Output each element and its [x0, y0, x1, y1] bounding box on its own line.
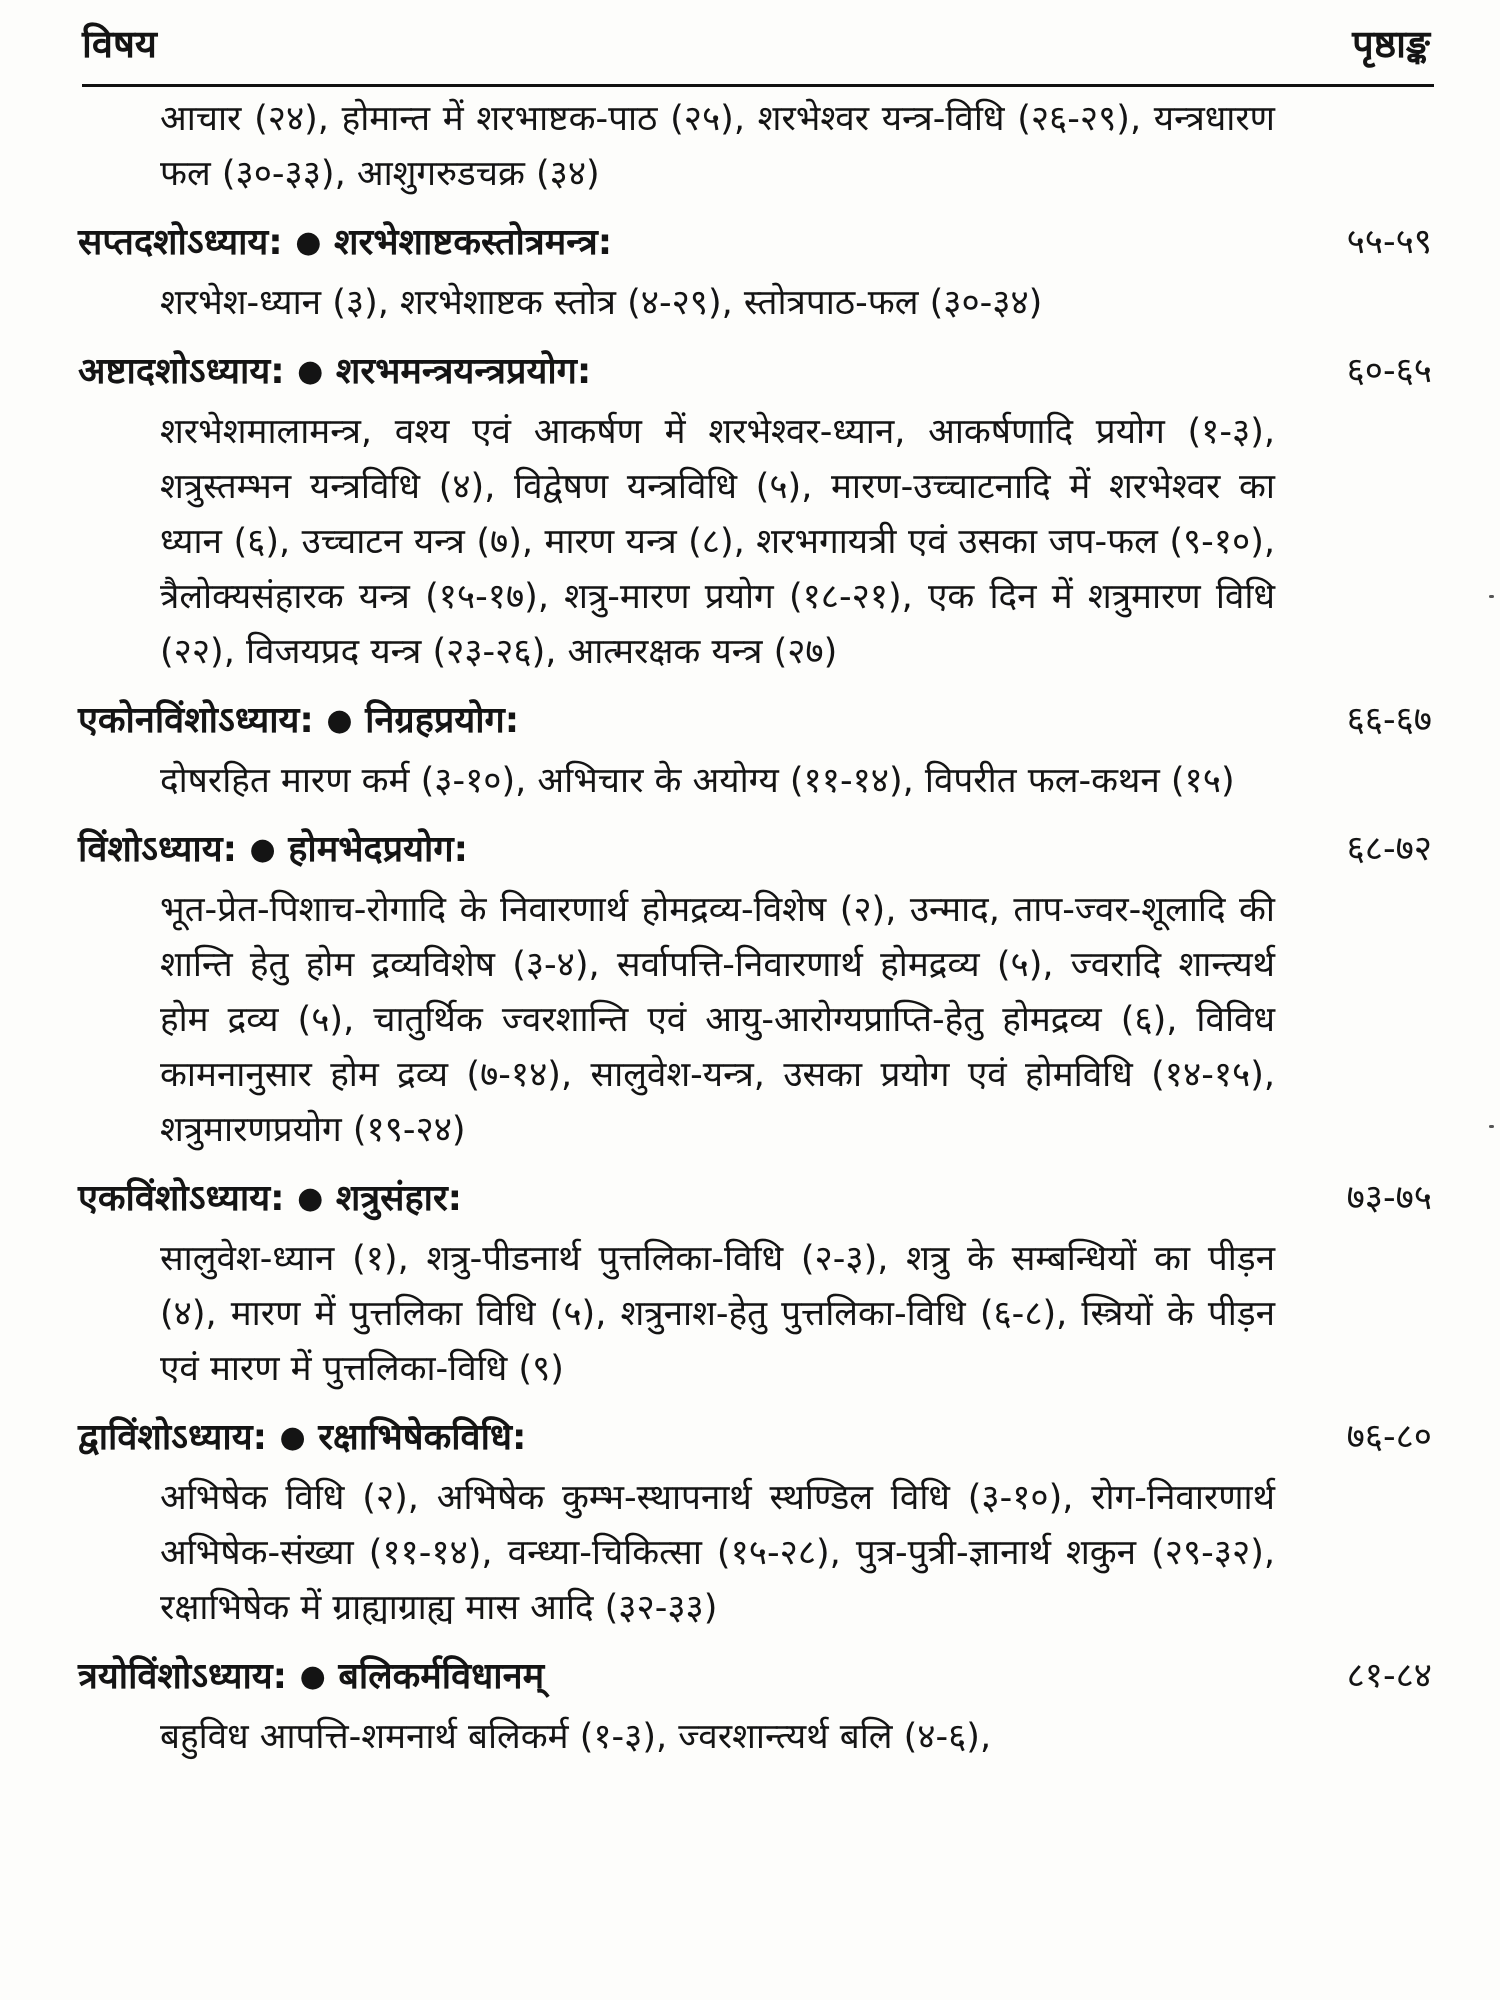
bullet-icon: ● [279, 1420, 306, 1455]
toc-entry-17 [0, 214, 1500, 331]
toc-entry-21 [0, 1170, 1500, 1397]
contents-list [0, 92, 1500, 1765]
chapter-description: शरभेश-ध्यान (३), शरभेशाष्टक स्तोत्र (४-२९), स्तोत्रपाठ-फल (३०-३४) [160, 283, 1043, 323]
bullet-icon: ● [299, 1659, 326, 1694]
chapter-heading [78, 698, 519, 745]
chapter-heading [78, 1415, 526, 1462]
chapter-topic: शत्रुसंहार: [335, 1178, 463, 1219]
chapter-topic: शरभमन्त्रयन्त्रप्रयोग: [335, 351, 592, 392]
chapter-name: एकविंशोऽध्याय: [78, 1178, 285, 1219]
chapter-name: सप्तदशोऽध्याय: [78, 222, 283, 263]
chapter-heading [78, 1176, 462, 1223]
bullet-icon: ● [297, 354, 324, 389]
header-rule [82, 84, 1434, 87]
toc-entry-18 [0, 343, 1500, 680]
chapter-description: बहुविध आपत्ति-शमनार्थ बलिकर्म (१-३), ज्वरशान्त्यर्थ बलि (४-६), [160, 1717, 992, 1757]
chapter-topic: होमभेदप्रयोग: [288, 829, 469, 870]
chapter-heading [78, 827, 468, 874]
chapter-description: शरभेशमालामन्त्र, वश्य एवं आकर्षण में शरभेश्वर-ध्यान, आकर्षणादि प्रयोग (१-३), शत्रुस्तम्भन यन्त्रविधि (४), विद्वेषण यन्त्रविधि (५), मारण-उच्चाटनादि में शरभेश्वर का ध्यान (६), उच्चाटन यन्त्र (७), मारण यन्त्र (८), शरभगायत्री एवं उसका जप-फल (९-१०), त्रैलोक्यसंहारक यन्त्र (१५-१७), शत्रु-मारण प्रयोग (१८-२१), एक दिन में शत्रुमारण विधि (२२), विजयप्रद यन्त्र (२३-२६), आत्मरक्षक यन्त्र (२७) [160, 412, 1275, 672]
chapter-heading [78, 349, 591, 396]
page-range: ६०-६५ [1346, 351, 1432, 391]
chapter-description: अभिषेक विधि (२), अभिषेक कुम्भ-स्थापनार्थ स्थण्डिल विधि (३-१०), रोग-निवारणार्थ अभिषेक-संख्या (११-१४), वन्ध्या-चिकित्सा (१५-२८), पुत्र-पुत्री-ज्ञानार्थ शकुन (२९-३२), रक्षाभिषेक में ग्राह्याग्राह्य मास आदि (३२-३३) [160, 1478, 1275, 1628]
chapter-name: अष्टादशोऽध्याय: [78, 351, 285, 392]
subject-heading: विषय [82, 22, 157, 66]
toc-entry-22 [0, 1409, 1500, 1636]
chapter-description: भूत-प्रेत-पिशाच-रोगादि के निवारणार्थ होमद्रव्य-विशेष (२), उन्माद, ताप-ज्वर-शूलादि की शान्ति हेतु होम द्रव्यविशेष (३-४), सर्वापत्ति-निवारणार्थ होमद्रव्य (५), ज्वरादि शान्त्यर्थ होम द्रव्य (५), चातुर्थिक ज्वरशान्ति एवं आयु-आरोग्यप्राप्ति-हेतु होमद्रव्य (६), विविध कामनानुसार होम द्रव्य (७-१४), सालुवेश-यन्त्र, उसका प्रयोग एवं होमविधि (१४-१५), शत्रुमारणप्रयोग (१९-२४) [160, 890, 1275, 1150]
chapter-heading [78, 1654, 544, 1701]
chapter-topic: निग्रहप्रयोग: [365, 700, 520, 741]
chapter-name: एकोनविंशोऽध्याय: [78, 700, 314, 741]
continued-description: आचार (२४), होमान्त में शरभाष्टक-पाठ (२५), शरभेश्वर यन्त्र-विधि (२६-२९), यन्त्रधारण फल (३०-३३), आशुगरुडचक्र (३४) [160, 99, 1275, 194]
bullet-icon: ● [295, 225, 322, 260]
chapter-heading [78, 220, 612, 267]
bullet-icon: ● [326, 703, 353, 738]
page-range: ७३-७५ [1346, 1178, 1432, 1218]
chapter-description: सालुवेश-ध्यान (१), शत्रु-पीडनार्थ पुत्तलिका-विधि (२-३), शत्रु के सम्बन्धियों का पीड़न (४), मारण में पुत्तलिका विधि (५), शत्रुनाश-हेतु पुत्तलिका-विधि (६-८), स्त्रियों के पीड़न एवं मारण में पुत्तलिका-विधि (९) [160, 1239, 1275, 1389]
chapter-name: द्वाविंशोऽध्याय: [78, 1417, 267, 1458]
print-speck [1489, 1125, 1494, 1128]
page-range: ५५-५९ [1346, 222, 1432, 262]
chapter-description: दोषरहित मारण कर्म (३-१०), अभिचार के अयोग्य (११-१४), विपरीत फल-कथन (१५) [160, 761, 1235, 801]
toc-entry-20 [0, 821, 1500, 1158]
chapter-topic: शरभेशाष्टकस्तोत्रमन्त्र: [333, 222, 613, 263]
chapter-topic: रक्षाभिषेकविधि: [318, 1417, 527, 1458]
page-range: ६८-७२ [1346, 829, 1432, 869]
bullet-icon: ● [297, 1181, 324, 1216]
page-number-heading: पृष्ठाङ्क [1352, 22, 1430, 66]
chapter-name: त्रयोविंशोऽध्याय: [78, 1656, 288, 1697]
chapter-name: विंशोऽध्याय: [78, 829, 237, 870]
page-range: ८१-८४ [1346, 1656, 1432, 1696]
print-speck [1489, 595, 1494, 598]
bullet-icon: ● [249, 832, 276, 867]
page-range: ७६-८० [1346, 1417, 1432, 1457]
toc-entry-23 [0, 1648, 1500, 1765]
toc-entry-19 [0, 692, 1500, 809]
chapter-topic: बलिकर्मविधानम् [338, 1656, 545, 1697]
page-range: ६६-६७ [1346, 700, 1432, 740]
